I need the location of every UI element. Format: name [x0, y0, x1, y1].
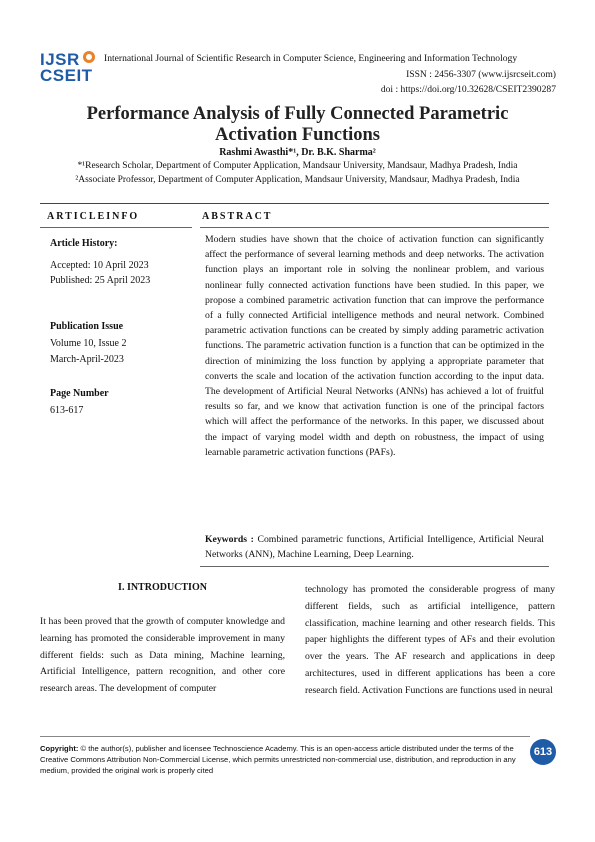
divider: [200, 227, 549, 228]
page-number-badge: 613: [530, 739, 556, 765]
page-range: 613-617: [50, 405, 84, 416]
logo-mark-icon: [83, 51, 95, 63]
copyright-text: © the author(s), publisher and licensee Technoscience Academy. This is an open-access article distributed under the terms of the Creative Commons Attribution Non-Commercial License, which permits unrestricted non-commercial use, distribution, and reproduction in any medium, provided the original work is properly cited: [40, 744, 516, 775]
logo-text-top: IJSR: [40, 50, 80, 69]
keywords-label: Keywords :: [205, 534, 254, 545]
volume-issue: Volume 10, Issue 2: [50, 338, 127, 349]
publication-issue-label: Publication Issue: [50, 321, 124, 332]
issn-line: ISSN : 2456-3307 (www.ijsrcseit.com): [406, 69, 556, 80]
journal-logo: [40, 50, 100, 92]
divider: [40, 203, 549, 204]
page-number-label: Page Number: [50, 388, 109, 399]
logo-text-bottom: CSEIT: [40, 66, 93, 85]
paper-title: [40, 104, 555, 146]
introduction-heading: I. INTRODUCTION: [118, 582, 207, 593]
abstract-heading: ABSTRACT: [202, 211, 273, 222]
keywords-list: Combined parametric functions, Artificial Intelligence, Artificial Neural Networks (ANN), Machine Learning, Deep Learning.: [205, 534, 544, 561]
abstract-text: Modern studies have shown that the choice of activation function can significantly affect the performance of several learning methods and deep networks. The activation function plays an important role in solving the nonlinear problem, and various nonlinear fully connected activation functions have been studied. In this paper, we propose a combined parametric activation function that can improve the performance of a fully connected Artificial intelligence methods and neural network. Combined parametric activation functions can be created by simply adding parametric activation functions. The parametric activation function is a function that can be optimized in the direction of minimizing the loss function by applying a appropriate parameter that converts the scale and location of the activation function according to the input data. The development of Artificial Neural Networks (ANNs) has achieved a lot of fruitful results so far, and we know that activation function is one of the principal factors which will affect the performance of the networks. In this paper, we discussed about the impact of varying model width and depth on robustness, the impact of using learnable parametric activation functions (PAFs).: [205, 234, 544, 458]
copyright-notice: [40, 743, 525, 776]
divider: [40, 227, 192, 228]
copyright-label: Copyright:: [40, 744, 79, 753]
intro-right-column: technology has promoted the considerable progress of many different fields, such as artificial intelligence, pattern classification, machine learning and other research fields. This paper highlights the different types of AFs and their evolution over the years. The AF research and applications in deep architectures, used in different applications has been a core research field. Activation Functions are functions used in neural: [305, 584, 555, 696]
published-date: Published: 25 April 2023: [50, 275, 151, 286]
doi-link[interactable]: doi : https://doi.org/10.32628/CSEIT2390287: [380, 84, 556, 95]
divider: [40, 736, 530, 737]
divider: [200, 566, 549, 567]
affiliation-1: *¹Research Scholar, Department of Computer Application, Mandsaur University, Mandsaur, Madhya Pradesh, India: [77, 161, 518, 171]
keywords: [205, 532, 544, 562]
title-line-2: Activation Functions: [215, 125, 380, 145]
title-line-1: Performance Analysis of Fully Connected Parametric: [86, 104, 509, 124]
article-info-heading: ARTICLEINFO: [47, 211, 140, 222]
article-history-label: Article History:: [50, 238, 118, 249]
journal-name: International Journal of Scientific Research in Computer Science, Engineering and Information Technology: [104, 53, 518, 64]
authors: Rashmi Awasthi*¹, Dr. B.K. Sharma²: [219, 147, 376, 158]
affiliation-2: ²Associate Professor, Department of Computer Application, Mandsaur University, Mandsaur, Madhya Pradesh, India: [75, 175, 520, 185]
intro-left-column: It has been proved that the growth of computer knowledge and learning has promoted the considerable improvement in many different fields: such as Data mining, Machine learning, Artificial Intelligence, pattern recognition, and other core research areas. The development of computer: [40, 616, 285, 695]
accepted-date: Accepted: 10 April 2023: [50, 260, 149, 271]
issue-period: March-April-2023: [50, 354, 124, 365]
